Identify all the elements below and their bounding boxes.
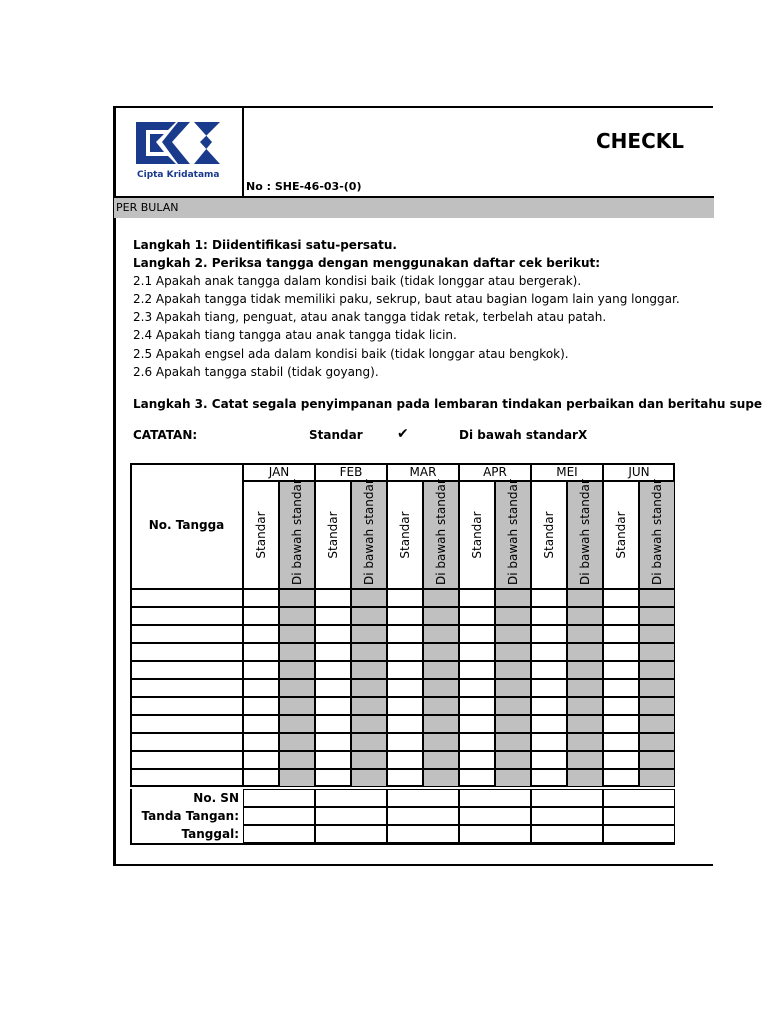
below-standar-cell bbox=[495, 697, 531, 715]
below-standar-cell bbox=[567, 715, 603, 733]
footer-label: Tanda Tangan: bbox=[141, 809, 239, 823]
standar-cell bbox=[387, 679, 423, 697]
below-standar-cell bbox=[639, 697, 675, 715]
standar-cell bbox=[603, 697, 639, 715]
standar-cell bbox=[603, 679, 639, 697]
cross-icon: X bbox=[578, 428, 588, 442]
standar-cell bbox=[603, 733, 639, 751]
month-header-mar: MAR bbox=[409, 465, 437, 479]
footer-cell bbox=[243, 825, 315, 843]
standar-cell bbox=[603, 769, 639, 787]
below-standar-cell bbox=[351, 625, 387, 643]
below-standar-cell bbox=[567, 751, 603, 769]
month-header-apr: APR bbox=[483, 465, 507, 479]
below-standar-cell bbox=[639, 679, 675, 697]
standar-cell bbox=[243, 661, 279, 679]
below-standar-cell bbox=[279, 715, 315, 733]
below-standar-cell bbox=[279, 733, 315, 751]
footer-cell bbox=[387, 825, 459, 843]
standar-cell bbox=[603, 751, 639, 769]
footer-cell bbox=[531, 825, 603, 843]
standar-cell bbox=[459, 607, 495, 625]
sub-label-below: Di bawah standar bbox=[362, 479, 376, 585]
below-standar-cell bbox=[639, 643, 675, 661]
doc-number: No : SHE-46-03-(0) bbox=[246, 180, 362, 193]
standar-cell bbox=[603, 715, 639, 733]
table-row-label-cell bbox=[130, 661, 243, 679]
footer-label: Tanggal: bbox=[181, 827, 239, 841]
footer-cell bbox=[387, 789, 459, 807]
below-standar-cell bbox=[423, 625, 459, 643]
standar-cell bbox=[243, 643, 279, 661]
standar-cell bbox=[459, 661, 495, 679]
below-standar-cell bbox=[423, 607, 459, 625]
below-standar-cell bbox=[495, 607, 531, 625]
month-header-mei: MEI bbox=[556, 465, 578, 479]
below-standar-cell bbox=[495, 733, 531, 751]
below-standar-cell bbox=[639, 715, 675, 733]
month-header-feb: FEB bbox=[339, 465, 363, 479]
below-standar-cell bbox=[567, 769, 603, 787]
standar-cell bbox=[603, 625, 639, 643]
standar-cell bbox=[315, 661, 351, 679]
standar-cell bbox=[387, 697, 423, 715]
below-standar-cell bbox=[279, 661, 315, 679]
below-standar-cell bbox=[279, 679, 315, 697]
below-standar-cell bbox=[567, 625, 603, 643]
below-standar-cell bbox=[351, 751, 387, 769]
standar-cell bbox=[243, 679, 279, 697]
table-row-label-cell bbox=[130, 589, 243, 607]
below-standar-cell bbox=[351, 661, 387, 679]
below-standar-cell bbox=[567, 643, 603, 661]
below-standar-cell bbox=[351, 607, 387, 625]
below-standar-cell bbox=[639, 751, 675, 769]
below-standar-cell bbox=[279, 589, 315, 607]
standar-cell bbox=[603, 607, 639, 625]
standar-cell bbox=[243, 733, 279, 751]
footer-label: No. SN bbox=[193, 791, 239, 805]
footer-cell bbox=[315, 825, 387, 843]
sub-label-below: Di bawah standar bbox=[290, 479, 304, 585]
row-header-label: No. Tangga bbox=[148, 518, 225, 532]
standar-cell bbox=[531, 751, 567, 769]
standar-cell bbox=[459, 733, 495, 751]
standar-cell bbox=[387, 589, 423, 607]
standar-cell bbox=[315, 769, 351, 787]
below-standar-cell bbox=[495, 661, 531, 679]
standar-cell bbox=[243, 625, 279, 643]
table-row-label-cell bbox=[130, 751, 243, 769]
standar-cell bbox=[387, 751, 423, 769]
below-standar-cell bbox=[567, 589, 603, 607]
table-row-label-cell bbox=[130, 697, 243, 715]
below-standar-cell bbox=[423, 751, 459, 769]
standar-cell bbox=[387, 607, 423, 625]
below-standar-cell bbox=[351, 679, 387, 697]
standar-cell bbox=[315, 589, 351, 607]
check-item: 2.6 Apakah tangga stabil (tidak goyang). bbox=[133, 365, 379, 379]
table-row-label-cell bbox=[130, 625, 243, 643]
standar-cell bbox=[315, 625, 351, 643]
company-name: Cipta Kridatama bbox=[137, 170, 220, 180]
standar-cell bbox=[315, 679, 351, 697]
legend-below: Di bawah standar bbox=[459, 428, 578, 442]
table-row-label-cell bbox=[130, 769, 243, 787]
below-standar-cell bbox=[495, 589, 531, 607]
below-standar-cell bbox=[351, 733, 387, 751]
footer-cell bbox=[459, 807, 531, 825]
sub-label-standar: Standar bbox=[542, 511, 556, 559]
below-standar-cell bbox=[567, 607, 603, 625]
table-row-label-cell bbox=[130, 679, 243, 697]
below-standar-cell bbox=[639, 733, 675, 751]
below-standar-cell bbox=[351, 643, 387, 661]
below-standar-cell bbox=[423, 769, 459, 787]
below-standar-cell bbox=[567, 733, 603, 751]
table-row-label-cell bbox=[130, 643, 243, 661]
below-standar-cell bbox=[639, 625, 675, 643]
standar-cell bbox=[387, 769, 423, 787]
standar-cell bbox=[459, 643, 495, 661]
below-standar-cell bbox=[279, 625, 315, 643]
standar-cell bbox=[387, 733, 423, 751]
below-standar-cell bbox=[351, 589, 387, 607]
footer-cell bbox=[603, 807, 675, 825]
below-standar-cell bbox=[423, 715, 459, 733]
below-standar-cell bbox=[423, 661, 459, 679]
below-standar-cell bbox=[279, 607, 315, 625]
footer-cell bbox=[531, 789, 603, 807]
below-standar-cell bbox=[423, 643, 459, 661]
below-standar-cell bbox=[639, 589, 675, 607]
footer-cell bbox=[315, 807, 387, 825]
standar-cell bbox=[387, 643, 423, 661]
standar-cell bbox=[531, 589, 567, 607]
sub-label-below: Di bawah standar bbox=[578, 479, 592, 585]
footer-cell bbox=[459, 789, 531, 807]
below-standar-cell bbox=[351, 715, 387, 733]
step-3: Langkah 3. Catat segala penyimpanan pada lembaran tindakan perbaikan dan beritahu supe bbox=[133, 397, 763, 411]
standar-cell bbox=[315, 751, 351, 769]
month-header-jan: JAN bbox=[268, 465, 290, 479]
standar-cell bbox=[531, 661, 567, 679]
standar-cell bbox=[531, 625, 567, 643]
below-standar-cell bbox=[279, 751, 315, 769]
legend-standar: Standar bbox=[309, 428, 363, 442]
sub-label-standar: Standar bbox=[470, 511, 484, 559]
standar-cell bbox=[531, 679, 567, 697]
below-standar-cell bbox=[423, 733, 459, 751]
standar-cell bbox=[243, 697, 279, 715]
check-item: 2.2 Apakah tangga tidak memiliki paku, sekrup, baut atau bagian logam lain yang longgar. bbox=[133, 292, 680, 306]
sub-label-standar: Standar bbox=[398, 511, 412, 559]
standar-cell bbox=[459, 625, 495, 643]
period-band bbox=[114, 198, 714, 218]
below-standar-cell bbox=[423, 697, 459, 715]
sub-label-below: Di bawah standar bbox=[434, 479, 448, 585]
standar-cell bbox=[243, 751, 279, 769]
standar-cell bbox=[387, 661, 423, 679]
standar-cell bbox=[531, 733, 567, 751]
below-standar-cell bbox=[567, 679, 603, 697]
below-standar-cell bbox=[495, 715, 531, 733]
standar-cell bbox=[459, 769, 495, 787]
footer-cell bbox=[603, 825, 675, 843]
step-2: Langkah 2. Periksa tangga dengan menggunakan daftar cek berikut: bbox=[133, 256, 601, 270]
check-icon: ✔ bbox=[397, 426, 409, 442]
standar-cell bbox=[603, 643, 639, 661]
standar-cell bbox=[459, 715, 495, 733]
below-standar-cell bbox=[495, 679, 531, 697]
standar-cell bbox=[315, 715, 351, 733]
check-item: 2.3 Apakah tiang, penguat, atau anak tangga tidak retak, terbelah atau patah. bbox=[133, 310, 607, 324]
sub-label-below: Di bawah standar bbox=[506, 479, 520, 585]
month-header-jun: JUN bbox=[628, 465, 650, 479]
below-standar-cell bbox=[495, 751, 531, 769]
standar-cell bbox=[243, 607, 279, 625]
sub-label-standar: Standar bbox=[326, 511, 340, 559]
below-standar-cell bbox=[279, 643, 315, 661]
standar-cell bbox=[243, 769, 279, 787]
standar-cell bbox=[315, 697, 351, 715]
standar-cell bbox=[531, 643, 567, 661]
standar-cell bbox=[315, 643, 351, 661]
standar-cell bbox=[243, 715, 279, 733]
footer-cell bbox=[531, 807, 603, 825]
footer-cell bbox=[243, 789, 315, 807]
below-standar-cell bbox=[279, 769, 315, 787]
standar-cell bbox=[315, 607, 351, 625]
footer-cell bbox=[243, 807, 315, 825]
standar-cell bbox=[459, 679, 495, 697]
below-standar-cell bbox=[495, 643, 531, 661]
standar-cell bbox=[531, 769, 567, 787]
check-item: 2.1 Apakah anak tangga dalam kondisi baik (tidak longgar atau bergerak). bbox=[133, 274, 582, 288]
standar-cell bbox=[243, 589, 279, 607]
footer-cell bbox=[387, 807, 459, 825]
table-row-label-cell bbox=[130, 733, 243, 751]
footer-bottom-border bbox=[130, 843, 675, 845]
standar-cell bbox=[531, 715, 567, 733]
below-standar-cell bbox=[423, 589, 459, 607]
footer-cell bbox=[315, 789, 387, 807]
footer-cell bbox=[603, 789, 675, 807]
page-title: CHECKL bbox=[596, 129, 684, 153]
standar-cell bbox=[603, 589, 639, 607]
below-standar-cell bbox=[495, 625, 531, 643]
below-standar-cell bbox=[639, 769, 675, 787]
check-item: 2.4 Apakah tiang tangga atau anak tangga tidak licin. bbox=[133, 328, 457, 342]
footer-cell bbox=[459, 825, 531, 843]
below-standar-cell bbox=[639, 607, 675, 625]
standar-cell bbox=[459, 751, 495, 769]
below-standar-cell bbox=[567, 661, 603, 679]
standar-cell bbox=[531, 697, 567, 715]
period-label: PER BULAN bbox=[116, 201, 179, 214]
table-row-label-cell bbox=[130, 715, 243, 733]
catatan-label: CATATAN: bbox=[133, 428, 198, 442]
below-standar-cell bbox=[351, 697, 387, 715]
sub-label-below: Di bawah standar bbox=[650, 479, 664, 585]
sub-label-standar: Standar bbox=[614, 511, 628, 559]
standar-cell bbox=[387, 625, 423, 643]
footer-left-border bbox=[130, 789, 132, 843]
below-standar-cell bbox=[495, 769, 531, 787]
standar-cell bbox=[315, 733, 351, 751]
below-standar-cell bbox=[279, 697, 315, 715]
check-item: 2.5 Apakah engsel ada dalam kondisi baik (tidak longgar atau bengkok). bbox=[133, 347, 569, 361]
company-logo bbox=[134, 120, 224, 168]
below-standar-cell bbox=[423, 679, 459, 697]
sub-label-standar: Standar bbox=[254, 511, 268, 559]
below-standar-cell bbox=[639, 661, 675, 679]
standar-cell bbox=[387, 715, 423, 733]
standar-cell bbox=[459, 697, 495, 715]
standar-cell bbox=[531, 607, 567, 625]
standar-cell bbox=[603, 661, 639, 679]
step-1: Langkah 1: Diidentifikasi satu-persatu. bbox=[133, 238, 397, 252]
table-row-label-cell bbox=[130, 607, 243, 625]
below-standar-cell bbox=[351, 769, 387, 787]
standar-cell bbox=[459, 589, 495, 607]
below-standar-cell bbox=[567, 697, 603, 715]
